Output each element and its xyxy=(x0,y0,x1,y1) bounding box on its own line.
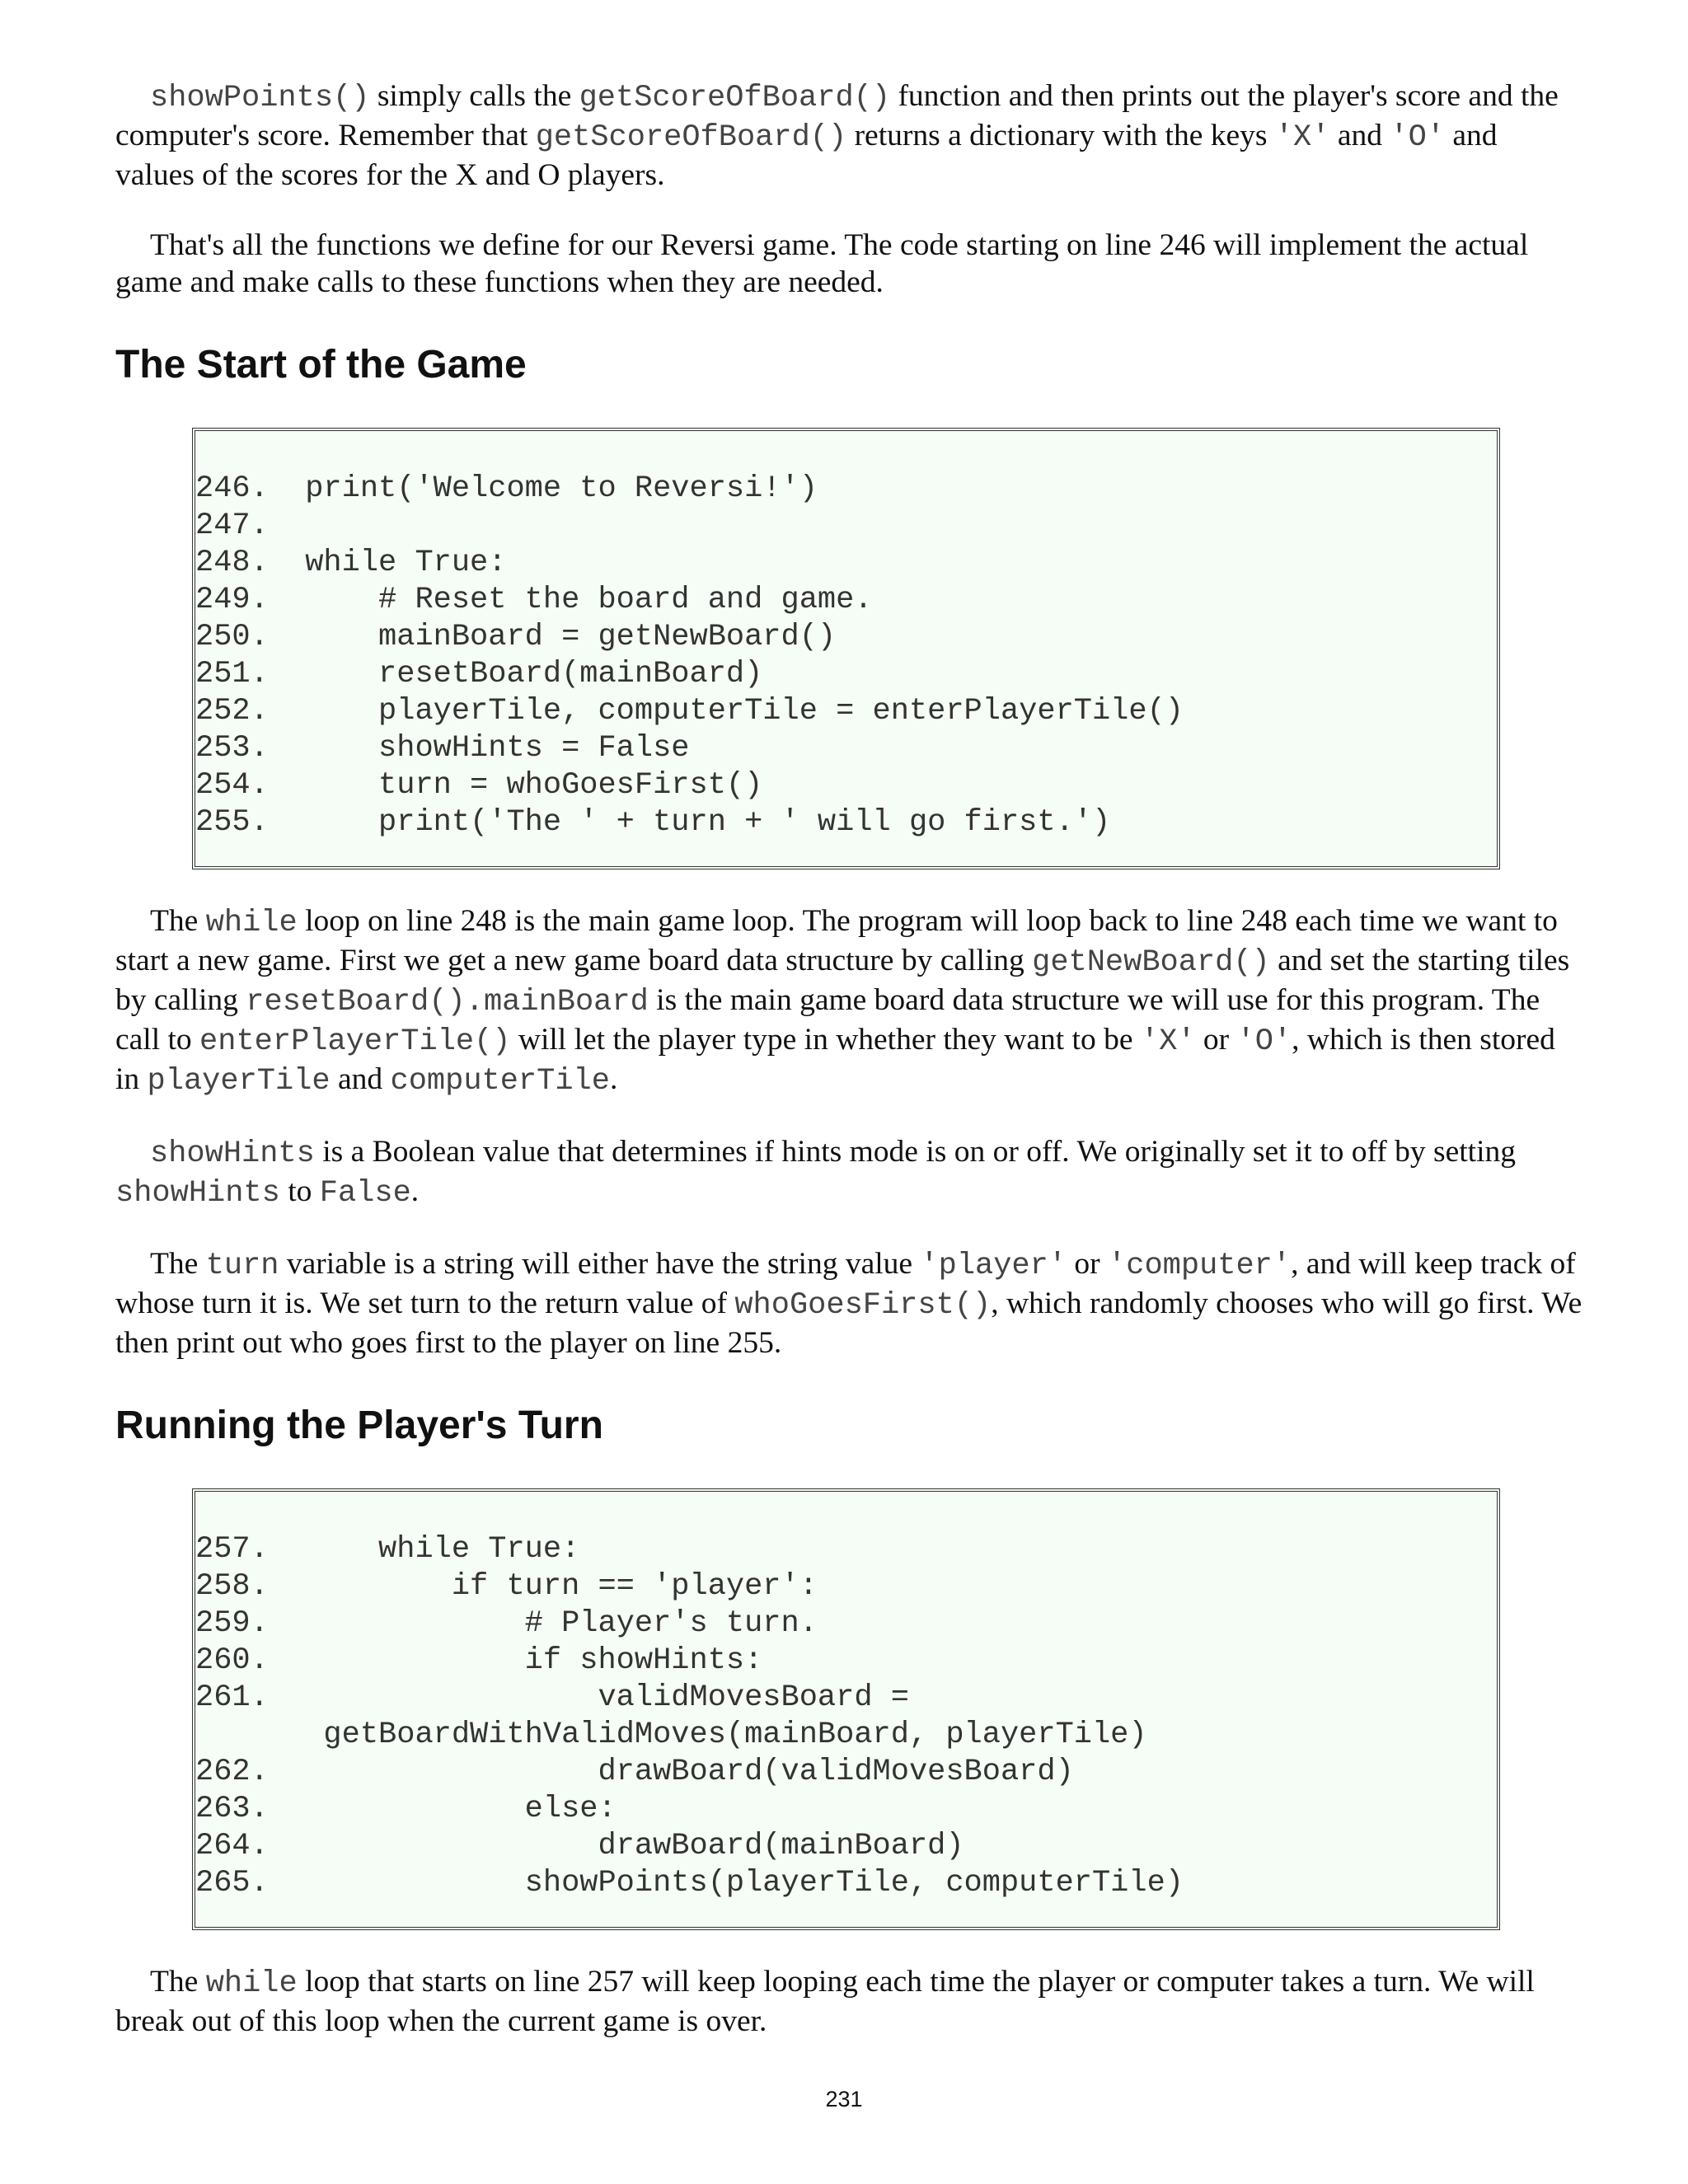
paragraph-text: The xyxy=(150,904,206,938)
body-paragraph xyxy=(115,1963,1582,2040)
code-line: 247. xyxy=(195,509,269,543)
code-line: 252. playerTile, computerTile = enterPlayerTile() xyxy=(195,694,1184,729)
code-line: 246. print('Welcome to Reversi!') xyxy=(195,471,818,506)
inline-code: playerTile xyxy=(147,1064,331,1099)
section-heading-players-turn: Running the Player's Turn xyxy=(115,1404,603,1447)
intro-paragraphs xyxy=(115,77,1582,301)
paragraph-text: That's all the functions we define for our Reversi game. The code starting on line 246 will implement the actual game and make calls to these functions when they are needed. xyxy=(115,228,1529,299)
body-paragraph xyxy=(115,77,1582,194)
code-line: getBoardWithValidMoves(mainBoard, playerTile) xyxy=(195,1718,1147,1752)
inline-code: computerTile xyxy=(390,1064,610,1099)
inline-code: resetBoard(). xyxy=(246,985,484,1019)
paragraph-text: The xyxy=(150,1247,206,1281)
code-line: 262. drawBoard(validMovesBoard) xyxy=(195,1755,1074,1789)
inline-code: 'O' xyxy=(1390,120,1445,155)
inline-code: 'X' xyxy=(1140,1024,1196,1059)
page-content xyxy=(115,77,1582,2073)
code-block-start-of-game xyxy=(192,428,1500,869)
paragraph-text: simply calls the xyxy=(369,79,579,113)
inline-code: showHints xyxy=(150,1137,315,1171)
code-line: 257. while True: xyxy=(195,1532,580,1567)
paragraph-text: will let the player type in whether they want to be xyxy=(510,1023,1141,1057)
inline-code: while xyxy=(205,1966,298,2001)
section1-paragraphs xyxy=(115,902,1582,1361)
inline-code: showPoints() xyxy=(150,81,370,115)
paragraph-text: returns a dictionary with the keys xyxy=(846,119,1275,152)
page-number: 231 xyxy=(825,2087,863,2111)
paragraph-text: . xyxy=(609,1062,618,1096)
code-line: 254. turn = whoGoesFirst() xyxy=(195,768,763,803)
inline-code: turn xyxy=(205,1249,279,1283)
body-paragraph xyxy=(115,227,1582,301)
body-paragraph xyxy=(115,902,1582,1100)
paragraph-text: loop on line 248 is the main game loop. The program will loop back to line 248 each time we want to start a new game. First we get a new game board data structure by calling xyxy=(115,904,1558,977)
paragraph-text: to xyxy=(279,1174,320,1208)
paragraph-text: and set the starting tiles by calling xyxy=(115,944,1570,1017)
paragraph-text: . xyxy=(410,1174,420,1208)
paragraph-text: function and then prints out the player's score and the computer's score. Remember that xyxy=(115,79,1559,152)
paragraph-text: , which randomly chooses who will go first. We then print out who goes first to the player on line 255. xyxy=(115,1286,1582,1360)
paragraph-text: variable is a string will either have the string value xyxy=(279,1247,921,1281)
paragraph-text: and values of the scores for the X and O players. xyxy=(115,119,1498,192)
section2-paragraphs xyxy=(115,1963,1582,2040)
inline-code: 'player' xyxy=(920,1249,1067,1283)
inline-code: mainBoard xyxy=(483,985,649,1019)
inline-code: False xyxy=(319,1176,411,1211)
inline-code: getNewBoard() xyxy=(1032,945,1270,980)
code-line: 265. showPoints(playerTile, computerTile) xyxy=(195,1866,1184,1900)
code-line: 249. # Reset the board and game. xyxy=(195,583,873,617)
inline-code: getScoreOfBoard() xyxy=(579,81,891,115)
code-lines xyxy=(195,471,1497,841)
code-line: 261. validMovesBoard = xyxy=(195,1680,909,1715)
code-line: 255. print('The ' + turn + ' will go first.') xyxy=(195,805,1111,840)
body-paragraph xyxy=(115,1245,1582,1361)
inline-code: showHints xyxy=(115,1176,280,1211)
code-line: 248. while True: xyxy=(195,546,507,580)
code-line: 253. showHints = False xyxy=(195,731,690,766)
paragraph-text: The xyxy=(150,1965,206,1999)
inline-code: 'O' xyxy=(1236,1024,1292,1059)
paragraph-text: loop that starts on line 257 will keep looping each time the player or computer takes a turn. We will break out of this loop when the current game is over. xyxy=(115,1965,1535,2038)
code-line: 263. else: xyxy=(195,1792,617,1826)
inline-code: getScoreOfBoard() xyxy=(535,120,847,155)
inline-code: enterPlayerTile() xyxy=(199,1024,511,1059)
paragraph-text: is the main game board data structure we will use for this program. The call to xyxy=(115,983,1540,1057)
paragraph-text: , and will keep track of whose turn it is. We set turn to the return value of xyxy=(115,1247,1576,1320)
inline-code: 'X' xyxy=(1274,120,1330,155)
code-line: 251. resetBoard(mainBoard) xyxy=(195,657,763,691)
paragraph-text: and xyxy=(330,1062,391,1096)
code-line: 264. drawBoard(mainBoard) xyxy=(195,1829,964,1863)
code-line: 258. if turn == 'player': xyxy=(195,1569,818,1604)
code-block-players-turn xyxy=(192,1488,1500,1930)
inline-code: 'computer' xyxy=(1108,1249,1292,1283)
paragraph-text: is a Boolean value that determines if hints mode is on or off. We originally set it to off by setting xyxy=(314,1135,1516,1169)
inline-code: while xyxy=(205,906,298,940)
code-line: 250. mainBoard = getNewBoard() xyxy=(195,620,837,654)
inline-code: whoGoesFirst() xyxy=(734,1288,992,1323)
code-lines xyxy=(195,1531,1497,1902)
paragraph-text: or xyxy=(1067,1247,1109,1281)
section-heading-start-of-game: The Start of the Game xyxy=(115,343,527,387)
paragraph-text: or xyxy=(1195,1023,1237,1057)
paragraph-text: , which is then stored in xyxy=(115,1023,1555,1096)
code-line: 260. if showHints: xyxy=(195,1643,763,1678)
code-line: 259. # Player's turn. xyxy=(195,1606,818,1641)
paragraph-text: and xyxy=(1329,119,1390,152)
body-paragraph xyxy=(115,1133,1582,1212)
